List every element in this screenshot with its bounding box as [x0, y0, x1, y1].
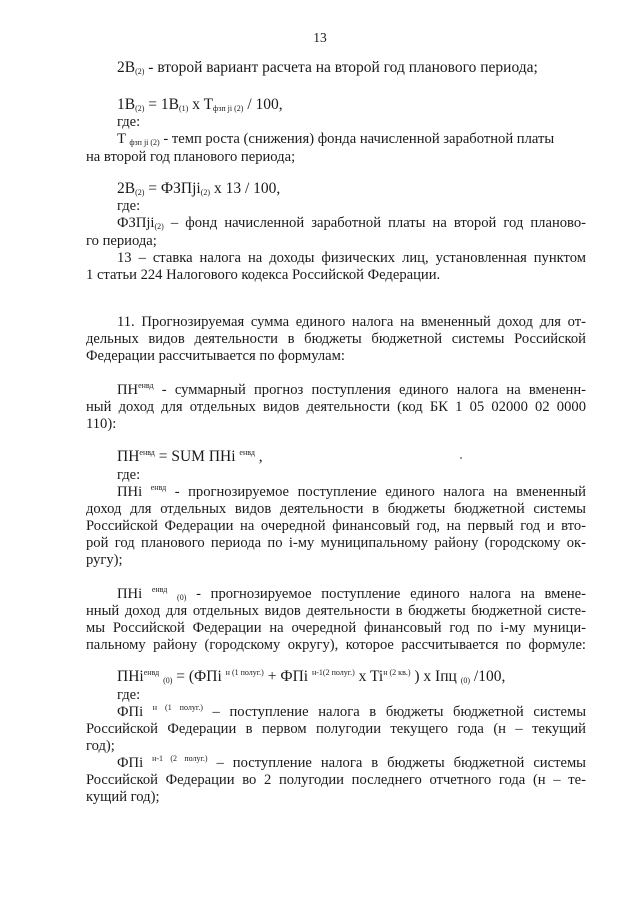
- definition-line: [117, 703, 586, 721]
- where-label: где:: [117, 114, 141, 130]
- where-label: где:: [117, 687, 141, 703]
- text-line: кущий год);: [86, 789, 160, 805]
- text-line: ный доход для отдельных видов деятельности (код БК 1 05 02000 02 0000: [86, 399, 586, 415]
- definition-line: [117, 754, 586, 772]
- text-line: 1 статьи 224 Налогового кодекса Российской Федерации.: [86, 267, 441, 283]
- text-line: год);: [86, 738, 115, 754]
- text-span: x T: [188, 96, 214, 113]
- text-span: – поступление налога в бюджеты бюджетной системы: [202, 704, 586, 720]
- text-span: [167, 586, 177, 602]
- superscript: енвд: [239, 448, 255, 457]
- formula-2b2-definition: [117, 59, 538, 77]
- text-line: дельных видов деятельности в бюджеты бюджетной системы Российской: [86, 331, 586, 347]
- superscript: н-1 (2 полуг.): [152, 754, 208, 763]
- definition-line: [117, 483, 586, 501]
- text-span: 2B: [117, 180, 136, 197]
- text-span: x Ti: [354, 668, 384, 685]
- text-span: 1B: [117, 96, 136, 113]
- text-span: - второй вариант расчета на второй год планового периода;: [144, 59, 538, 76]
- superscript: н (1 полуг.): [152, 703, 203, 712]
- superscript: н (2 кв.): [383, 668, 411, 677]
- text-span: – фонд начисленной заработной платы на второй год планово-: [163, 215, 586, 231]
- text-line: Российской Федерации в первом полугодии текущего года (н – текущий: [86, 721, 586, 737]
- text-span: ФЗПji: [117, 215, 155, 231]
- text-line: Российской Федерации во 2 полугодии последнего отчетного года (н – те-: [86, 772, 586, 788]
- text-span: + ФПi: [263, 668, 312, 685]
- subscript: (2): [135, 67, 145, 76]
- text-line: пальному району (городскому округу), которое рассчитывается по формуле:: [86, 637, 586, 653]
- text-span: = SUM ПНi: [154, 448, 240, 465]
- text-span: ,: [254, 448, 263, 465]
- text-span: - прогнозируемое поступление единого налога на вмене-: [186, 586, 586, 602]
- text-span: ПНi: [117, 484, 151, 500]
- text-span: - суммарный прогноз поступления единого налога на вмененн-: [153, 382, 586, 398]
- definition-line: [117, 585, 586, 603]
- text-span: ПН: [117, 382, 139, 398]
- where-label: где:: [117, 467, 141, 483]
- text-span: /100,: [470, 668, 506, 685]
- text-span: ПНi: [117, 586, 152, 602]
- where-label: где:: [117, 198, 141, 214]
- superscript: енвд: [151, 585, 168, 594]
- text-line: нный доход для отдельных видов деятельности в бюджеты бюджетной систе-: [86, 603, 586, 619]
- subscript: (0): [460, 676, 471, 685]
- text-span: ПНi: [117, 668, 144, 685]
- superscript: енвд: [150, 483, 167, 492]
- text-span: - прогнозируемое поступление единого налога на вмененный: [166, 484, 586, 500]
- text-span: ФПi: [117, 704, 153, 720]
- text-line: мы Российской Федерации на очередной финансовый год по i-му муници-: [86, 620, 586, 636]
- subscript: (2): [135, 188, 145, 197]
- definition-line: [117, 381, 586, 399]
- text-line: 110):: [86, 416, 117, 432]
- superscript: енвд: [138, 381, 154, 390]
- text-line: Российской Федерации на очередной финансовый год, на первый год и вто-: [86, 518, 586, 534]
- text-span: - темп роста (снижения) фонда начисленной заработной платы: [159, 131, 555, 147]
- subscript: (1): [179, 104, 189, 113]
- subscript: (2): [154, 222, 164, 231]
- formula-pni-0: [117, 668, 505, 686]
- text-line: Федерации рассчитывается по формулам:: [86, 348, 345, 364]
- subscript: фзп ji (2): [129, 138, 160, 147]
- text-line: на второй год планового периода;: [86, 149, 296, 165]
- section-11-heading: 11. Прогнозируемая сумма единого налога на вмененный доход для от-: [117, 314, 586, 330]
- text-line: рой год планового периода по i-му муниципальному району (городскому ок-: [86, 535, 586, 551]
- superscript: енвд: [139, 448, 155, 457]
- text-span: / 100,: [243, 96, 283, 113]
- subscript: (2): [135, 104, 145, 113]
- subscript: (0): [163, 676, 173, 685]
- subscript: фзп ji (2): [213, 104, 244, 113]
- text-span: T: [117, 131, 130, 147]
- text-span: ) x Iпц: [410, 668, 461, 685]
- definition-line: [117, 214, 586, 232]
- superscript: енвд: [143, 668, 160, 677]
- formula-1b2: [117, 96, 283, 114]
- text-span: x 13 / 100,: [210, 180, 281, 197]
- formula-2b2-alt: [117, 180, 280, 198]
- formula-pn-sum: [117, 448, 263, 466]
- text-span: = (ФПi: [172, 668, 226, 685]
- page-number: 13: [313, 30, 327, 45]
- superscript: н-1(2 полуг.): [311, 668, 355, 677]
- text-line: 13 – ставка налога на доходы физических лиц, установленная пунктом: [117, 250, 586, 266]
- text-span: = 1B: [144, 96, 180, 113]
- text-line: го периода;: [86, 233, 157, 249]
- subscript: (2): [200, 188, 211, 197]
- text-span: ФПi: [117, 755, 153, 771]
- superscript: н (1 полуг.): [225, 668, 264, 677]
- text-line: ругу);: [86, 552, 123, 568]
- text-span: – поступление налога в бюджеты бюджетной системы: [207, 755, 586, 771]
- scan-speck: [460, 457, 462, 459]
- subscript: (0): [177, 593, 187, 602]
- text-span: 2B: [117, 59, 136, 76]
- text-line: доход для отдельных видов деятельности в бюджеты бюджетной системы: [86, 501, 586, 517]
- text-span: = ФЗПji: [144, 180, 201, 197]
- definition-line: [117, 130, 554, 148]
- text-span: ПН: [117, 448, 140, 465]
